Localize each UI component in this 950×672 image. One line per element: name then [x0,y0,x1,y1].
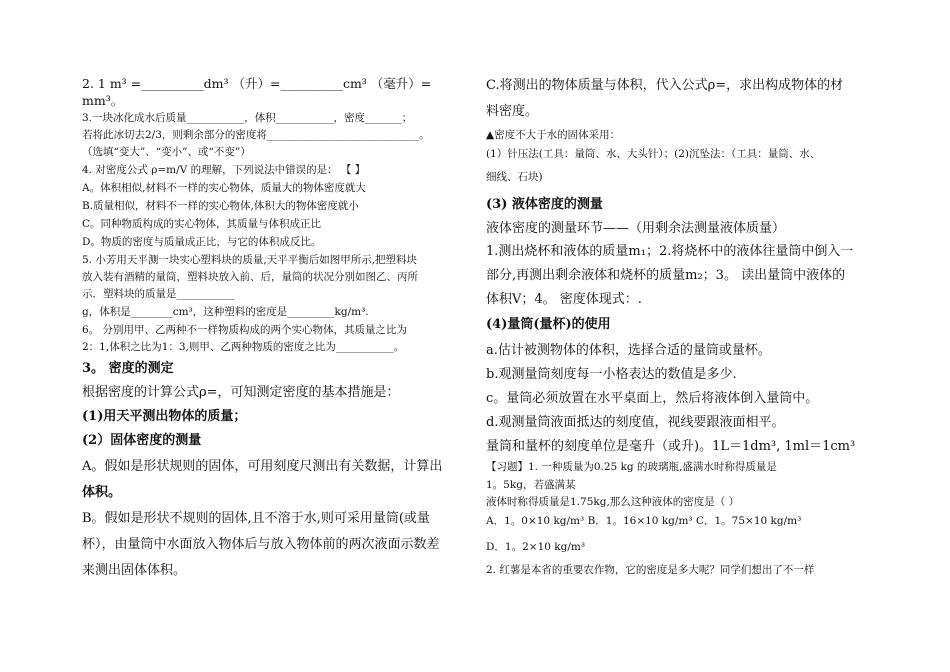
right-text-line: b.观测量筒刻度每一小格表达的数值是多少. [486,367,737,382]
left-text-line: 体积。 [82,485,122,500]
left-text-line: A。假如是形状规则的固体，可用刻度尺测出有关数据，计算出 [82,459,443,474]
left-text-line: (1)用天平测出物体的质量； [82,409,247,424]
left-text-line: 3。 密度的测定 [82,361,174,376]
right-text-line: 料密度。 [486,104,539,119]
right-text-line: c。量筒必须放置在水平桌面上，然后将液体倒入量筒中。 [486,391,819,406]
left-text-line: 杯），由量筒中水面放入物体后与放入物体前的两次液面示数差 [82,537,440,552]
left-text-line: 根据密度的计算公式ρ=，可知测定密度的基本措施是： [82,385,400,400]
left-text-line: 示．塑料块的质量是___________ [82,288,235,300]
right-text-line: 细线、石块) [486,171,543,183]
left-text-line: B。假如是形状不规则的固体,且不溶于水,则可采用量筒(或量 [82,511,430,526]
right-text-line: 【习题】1. 一种质量为0.25 kg 的玻璃瓶,盛满水时称得质量是 [486,461,777,473]
left-text-line: A。体积相似,材料不一样的实心物体，质量大的物体密度就大 [82,182,366,194]
left-text-line: 若将此冰切去2/3，则剩余部分的密度将_____________________________。 [82,129,430,141]
left-text-line: B.质量相似，材料不一样的实心物体,体积大的物体密度就小 [82,200,359,212]
left-text-line: mm³。 [82,93,124,108]
left-text-line: 6。 分别用甲、乙两种不一样物质构成的两个实心物体，其质量之比为 [82,324,408,336]
left-text-line: C。同种物质构成的实心物体，其质量与体积成正比 [82,218,322,230]
left-text-line: 2. 1 m³ =__________dm³ （升）=__________cm³ （毫升）= [82,76,432,91]
left-text-line: 5. 小芳用天平测一块实心塑料块的质量,天平平衡后如图甲所示,把塑料块 [82,254,418,266]
left-text-line: 4. 对密度公式 ρ=m/V 的理解，下列说法中错误的是： 【 】 [82,164,366,176]
left-text-line: D。物质的密度与质量成正比，与它的体积成反比。 [82,236,322,248]
right-text-line: (3) 液体密度的测量 [486,197,603,212]
right-text-line: A．1。0×10 kg/m³ B．1。16×10 kg/m³ C．1。75×10 kg/m³ [486,515,802,527]
left-text-line: 3.一块冰化成水后质量___________，体积___________，密度_______； [82,112,413,124]
right-text-line: 液体时称得质量是1.75kg,那么这种液体的密度是（ ） [486,496,740,508]
right-text-line: C.将测出的物体质量与体积，代入公式ρ=，求出构成物体的材 [486,78,844,93]
right-text-line: (4)量筒(量杯)的使用 [486,317,611,332]
right-text-line: 量筒和量杯的刻度单位是毫升（或升)。1L＝1dm³, 1ml＝1cm³ [486,439,856,454]
right-text-line: d.观测量筒液面抵达的刻度值，视线要跟液面相平。 [486,415,785,430]
right-text-line: 体积V；4。 密度体现式：. [486,292,642,307]
left-text-line: g，体积是________cm³，这种塑料的密度是_________kg/m³. [82,306,369,318]
right-text-line: ▲密度不大于水的固体采用： [486,129,621,141]
left-text-line: （选填“变大”、“变小”、或“不变”） [82,146,251,158]
right-text-line: 1。5kg，若盛满某 [486,479,576,491]
left-text-line: 放入装有酒精的量筒，塑料块放入前、后，量筒的状况分别如图乙、丙所 [82,271,418,283]
left-text-line: 2：1,体积之比为1：3,则甲、乙两种物质的密度之比为___________。 [82,341,405,353]
right-text-line: D．1。2×10 kg/m³ [486,541,586,553]
right-text-line: a.估计被测物体的体积，选择合适的量筒或量杯。 [486,343,771,358]
left-text-line: (2）固体密度的测量 [82,433,202,448]
left-text-line: 来测出固体体积。 [82,563,187,578]
right-text-line: (1）针压法(工具：量筒、水、大头针）；(2)沉坠法：（工具：量筒、水、 [486,148,821,160]
right-text-line: 1.测出烧杯和液体的质量m₁；2.将烧杯中的液体往量筒中倒入一 [486,244,854,259]
right-text-line: 液体密度的测量环节——（用剩余法测量液体质量） [486,221,786,236]
right-text-line: 部分,再测出剩余液体和烧杯的质量m₂；3。 读出量筒中液体的 [486,268,846,283]
right-text-line: 2. 红薯是本省的重要农作物，它的密度是多大呢？同学们想出了不一样 [486,564,815,576]
